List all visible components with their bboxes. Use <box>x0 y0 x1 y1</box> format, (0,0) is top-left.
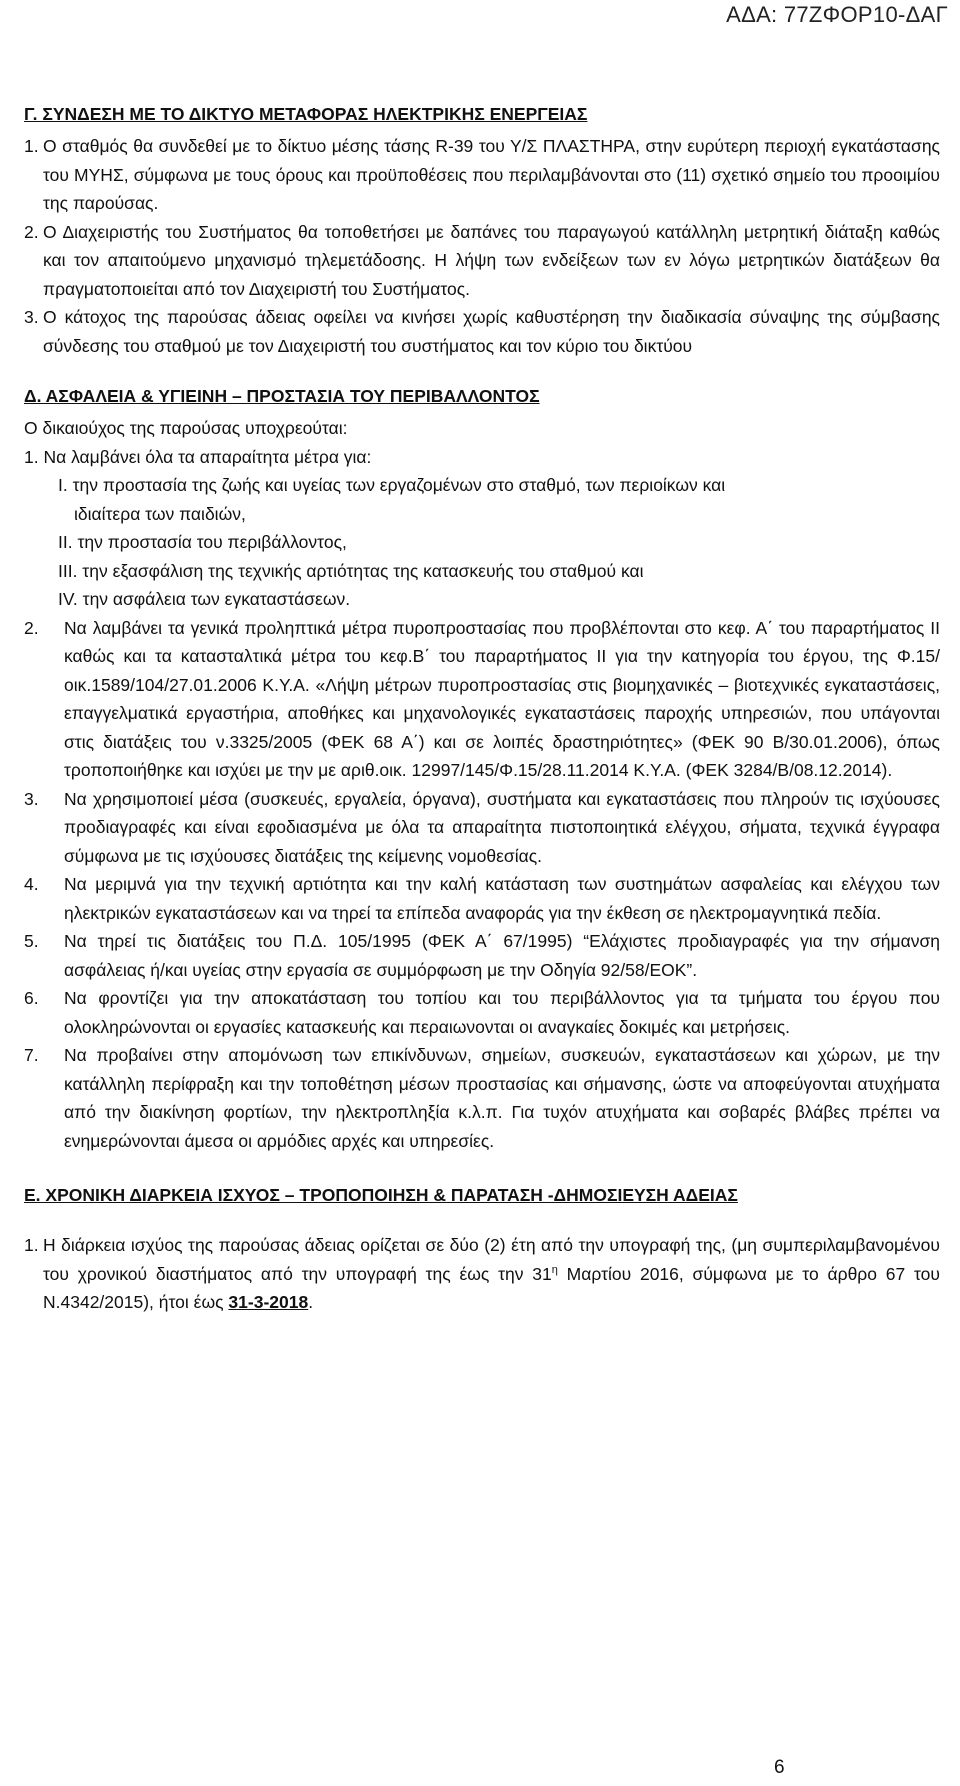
item-text: Να λαμβάνει τα γενικά προληπτικά μέτρα πυροπροστασίας που προβλέπονται στο κεφ. Α΄ του παραρτήματος ΙΙ καθώς και τα κατασταλτικά μέτρα του κεφ.Β΄ του παραρτήματος ΙΙ για την κατηγορία του έργου, της Φ.15/οικ.1589/104/27.01.2006 Κ.Υ.Α. «Λήψη μέτρων πυροπροστασίας στις βιομηχανικές – βιοτεχνικές εγκαταστάσεις, επαγγελματικά εργαστήρια, αποθήκες και μηχανολογικές εγκαταστάσεις παροχής υπηρεσιών, που υπάγονται στις διατάξεις του ν.3325/2005 (ΦΕΚ 68 Α΄) και σε λοιπές δραστηριότητες» (ΦΕΚ 90 Β/30.01.2006), όπως τροποποιήθηκε και ισχύει με την με αριθ.οικ. 12997/145/Φ.15/28.11.2014 Κ.Υ.Α. (ΦΕΚ 3284/Β/08.12.2014). <box>64 617 940 780</box>
section-e-item-1 <box>24 1231 940 1317</box>
ada-code: ΑΔΑ: 77ΖΦΟΡ10-ΔΑΓ <box>726 2 948 27</box>
item-number: 4. <box>24 874 39 894</box>
item-text: Να μεριμνά για την τεχνική αρτιότητα και την καλή κατάσταση των συστημάτων ασφαλείας και ελέγχου των ηλεκτρικών εγκαταστάσεων και να τηρεί τα επίπεδα αναφοράς για την έκθεση σε ηλεκτρομαγνητικά πεδία. <box>64 874 940 923</box>
sub-item-i: I. την προστασία της ζωής και υγείας των εργαζομένων στο σταθμό, των περιοίκων και <box>58 475 726 495</box>
item-number: 5. <box>24 931 39 951</box>
ordinal-superscript: η <box>551 1263 558 1276</box>
item-text: Να τηρεί τις διατάξεις του Π.Δ. 105/1995 (ΦΕΚ Α΄ 67/1995) “Ελάχιστες προδιαγραφές για την σήμανση ασφάλειας ή/και υγείας στην εργασία σε συμμόρφωση με την Οδηγία 92/58/ΕΟΚ”. <box>64 931 940 980</box>
item-number: 6. <box>24 988 39 1008</box>
document-body <box>24 100 940 1317</box>
sub-item-ii: II. την προστασία του περιβάλλοντος, <box>58 532 347 552</box>
item-number: 3. <box>24 788 39 809</box>
item-text: Ο κάτοχος της παρούσας άδειας οφείλει να κινήσει χωρίς καθυστέρηση την διαδικασία σύναψης της σύμβασης σύνδεσης του σταθμού με τον Διαχειριστή του συστήματος και τον κύριο του δικτύου <box>43 307 940 356</box>
item-number: 2. <box>24 221 39 242</box>
section-d-heading: Δ. ΑΣΦΑΛΕΙΑ & ΥΓΙΕΙΝΗ – ΠΡΟΣΤΑΣΙΑ ΤΟΥ ΠΕΡΙΒΑΛΛΟΝΤΟΣ <box>24 386 540 406</box>
item-number: 1. <box>24 1235 39 1255</box>
sub-item-iv: IV. την ασφάλεια των εγκαταστάσεων. <box>58 589 351 609</box>
page-number: 6 <box>774 1757 785 1778</box>
section-d-item-4 <box>24 870 940 927</box>
item-text: Ο Διαχειριστής του Συστήματος θα τοποθετήσει με δαπάνες του παραγωγού κατάλληλη μετρητική διάταξη καθώς και τον απαιτούμενο μηχανισμό τηλεμετάδοσης. Η λήψη των ενδείξεων των εν λόγω μετρητικών διατάξεων θα πραγματοποιείται από τον Διαχειριστή του Συστήματος. <box>43 221 940 299</box>
item-text-part-b: Μαρτίου 2016, σύμφωνα με το άρθρο 67 του Ν.4342/2015), ήτοι έως <box>43 1263 940 1312</box>
sub-item-i-continued: ιδιαίτερα των παιδιών, <box>74 503 246 524</box>
section-d-item-1: 1. Να λαμβάνει όλα τα απαραίτητα μέτρα για: <box>24 446 372 467</box>
section-d-item-5 <box>24 927 940 984</box>
item-number: 7. <box>24 1045 39 1065</box>
section-d-item-3 <box>24 785 940 871</box>
section-g-item-2 <box>24 218 940 304</box>
item-number: 2. <box>24 617 39 638</box>
section-g-heading: Γ. ΣΥΝΔΕΣΗ ΜΕ ΤΟ ΔΙΚΤΥΟ ΜΕΤΑΦΟΡΑΣ ΗΛΕΚΤΡΙΚΗΣ ΕΝΕΡΓΕΙΑΣ <box>24 104 588 124</box>
section-d-item-6 <box>24 984 940 1041</box>
section-g-item-3 <box>24 303 940 360</box>
section-d-item-2 <box>24 614 940 785</box>
item-text-part-a: Η διάρκεια ισχύος της παρούσας άδειας ορίζεται σε δύο (2) έτη από την υπογραφή της, (μη συμπεριλαμβανομένου του χρονικού διαστήματος από την υπογραφή της έως την 31 <box>43 1235 940 1284</box>
section-e-heading: Ε. ΧΡΟΝΙΚΗ ΔΙΑΡΚΕΙΑ ΙΣΧΥΟΣ – ΤΡΟΠΟΠΟΙΗΣΗ & ΠΑΡΑΤΑΣΗ -ΔΗΜΟΣΙΕΥΣΗ ΑΔΕΙΑΣ <box>24 1185 738 1205</box>
section-d-item-7 <box>24 1041 940 1155</box>
sub-item-iii: III. την εξασφάλιση της τεχνικής αρτιότητας της κατασκευής του σταθμού και <box>58 560 644 581</box>
item-text: Να προβαίνει στην απομόνωση των επικίνδυνων, σημείων, συσκευών, εγκαταστάσεων και χώρων, με την κατάλληλη περίφραξη και την τοποθέτηση μέσων προστασίας και σήμανσης, ώστε να αποφεύγονται ατυχήματα από την διακίνηση φορτίων, την ηλεκτροπληξία κ.λ.π. Για τυχόν ατυχήματα και σοβαρές βλάβες πρέπει να ενημερώνονται άμεσα οι αρμόδιες αρχές και υπηρεσίες. <box>64 1045 940 1151</box>
item-number: 3. <box>24 307 39 327</box>
item-text-end: . <box>308 1292 314 1312</box>
section-d-intro: Ο δικαιούχος της παρούσας υποχρεούται: <box>24 418 348 438</box>
item-number: 1. <box>24 136 39 156</box>
expiry-date: 31-3-2018 <box>228 1292 309 1312</box>
section-g-item-1 <box>24 132 940 218</box>
item-text: Ο σταθμός θα συνδεθεί με το δίκτυο μέσης τάσης R-39 του Υ/Σ ΠΛΑΣΤΗΡΑ, στην ευρύτερη περιοχή εγκατάστασης του ΜΥΗΣ, σύμφωνα με τους όρους και προϋποθέσεις που περιλαμβάνονται στο (11) σχετικό σημείο του προοιμίου της παρούσας. <box>43 136 940 213</box>
item-text: Να φροντίζει για την αποκατάσταση του τοπίου και του περιβάλλοντος για τα τμήματα του έργου που ολοκληρώνονται οι εργασίες κατασκευής και περαιωνονται οι αναγκαίες δοκιμές και μετρήσεις. <box>64 988 940 1037</box>
item-text: Να χρησιμοποιεί μέσα (συσκευές, εργαλεία, όργανα), συστήματα και εγκαταστάσεις που πληρούν τις ισχύουσες προδιαγραφές και είναι εφοδιασμένα με όλα τα απαραίτητα πιστοποιητικά ελέγχου, σήματα, τεχνικά έγγραφα σύμφωνα με τις ισχύουσες διατάξεις της κείμενης νομοθεσίας. <box>64 788 940 866</box>
